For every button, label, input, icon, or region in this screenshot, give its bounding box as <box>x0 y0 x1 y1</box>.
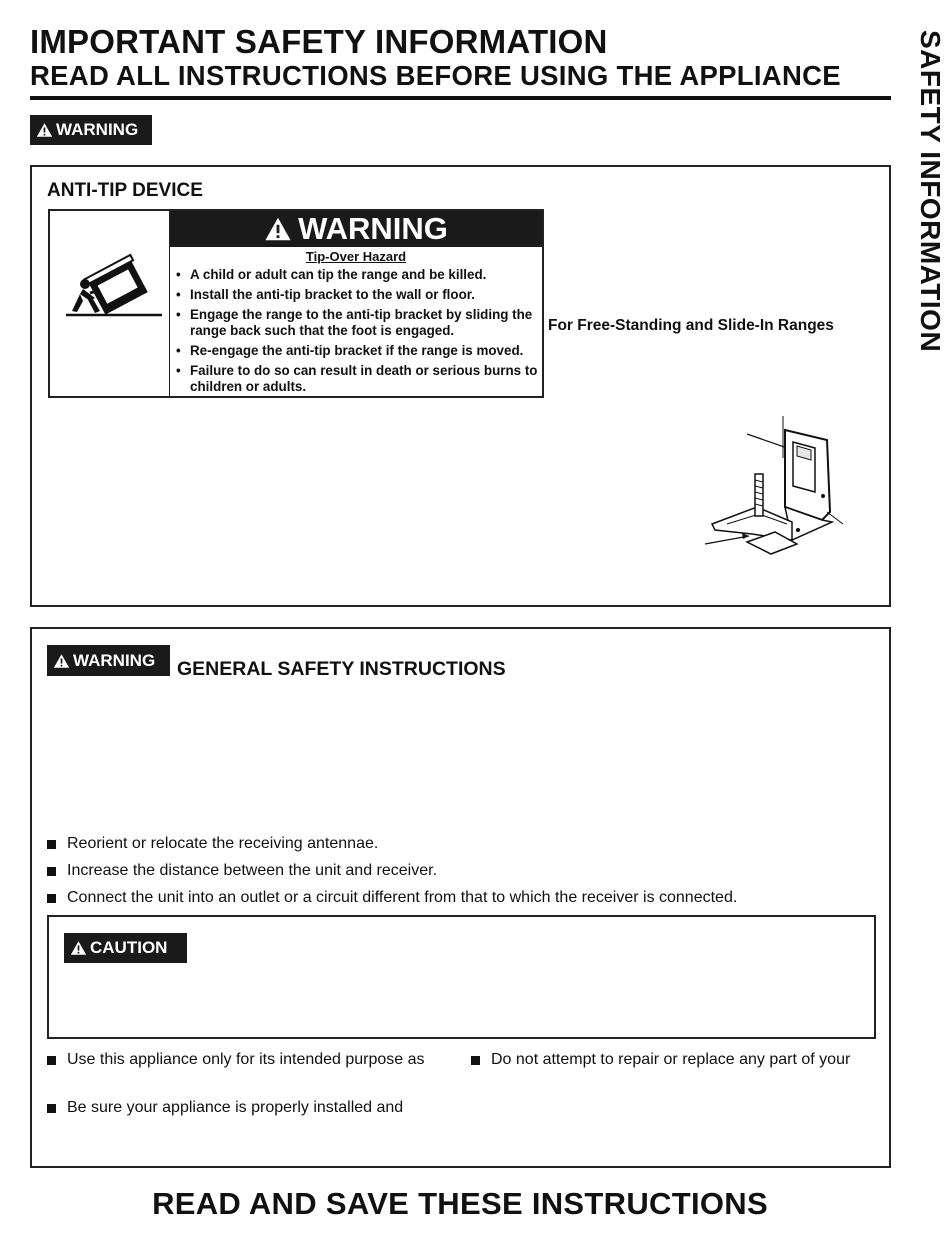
title-rule <box>30 96 891 100</box>
hazard-item: • A child or adult can tip the range and be killed. <box>176 267 546 283</box>
hazard-list <box>176 267 546 399</box>
hazard-heading-bar <box>170 211 542 247</box>
warning-triangle-icon <box>264 216 292 242</box>
anti-tip-section <box>30 165 891 607</box>
warning-triangle-icon <box>70 940 87 956</box>
list-item <box>46 1050 456 1070</box>
general-warning-label: WARNING <box>73 650 156 670</box>
general-warning-badge <box>47 645 170 676</box>
side-tab-label: SAFETY INFORMATION <box>915 30 946 353</box>
bullet-square-icon <box>47 840 56 849</box>
list-item-text: Use this appliance only for its intended purpose as <box>67 1051 425 1068</box>
range-type-label: For Free-Standing and Slide-In Ranges <box>548 317 834 334</box>
bullet-square-icon <box>471 1056 480 1065</box>
hazard-subheading: Tip-Over Hazard <box>305 249 407 264</box>
top-warning-label: WARNING <box>56 120 139 139</box>
bullet-square-icon <box>47 1056 56 1065</box>
caution-badge <box>64 933 187 963</box>
general-safety-title: GENERAL SAFETY INSTRUCTIONS <box>177 658 506 680</box>
page-subtitle: READ ALL INSTRUCTIONS BEFORE USING THE APPLIANCE <box>30 60 841 91</box>
list-item-text: Do not attempt to repair or replace any part of your <box>491 1051 851 1068</box>
hazard-pictogram-cell <box>50 211 170 396</box>
top-warning-badge <box>30 115 152 145</box>
hazard-heading: WARNING <box>298 211 448 246</box>
list-item <box>46 834 876 854</box>
footer-banner: READ AND SAVE THESE INSTRUCTIONS <box>152 1186 768 1221</box>
hazard-item: • Install the anti-tip bracket to the wall or floor. <box>176 287 546 303</box>
list-item-text: Be sure your appliance is properly installed and <box>67 1099 404 1116</box>
caution-label: CAUTION <box>90 938 168 957</box>
list-item <box>470 1050 880 1070</box>
anti-tip-bracket-illustration <box>697 412 847 562</box>
tip-over-pictogram-icon <box>50 231 168 351</box>
bullet-square-icon <box>47 1104 56 1113</box>
warning-triangle-icon <box>53 653 70 669</box>
hazard-item: • Re-engage the anti-tip bracket if the range is moved. <box>176 343 546 359</box>
hazard-item: • Failure to do so can result in death or serious burns to children or adults. <box>176 363 546 395</box>
list-item-text: Increase the distance between the unit and receiver. <box>67 862 438 879</box>
list-item <box>46 888 876 908</box>
caution-box <box>47 915 876 1039</box>
page-title: IMPORTANT SAFETY INFORMATION <box>30 23 608 60</box>
list-item <box>46 1098 456 1118</box>
list-item <box>46 861 876 881</box>
hazard-item: • Engage the range to the anti-tip bracket by sliding the range back such that the foot is engaged. <box>176 307 546 339</box>
tip-over-hazard-label <box>48 209 544 398</box>
bullet-square-icon <box>47 867 56 876</box>
bullet-square-icon <box>47 894 56 903</box>
list-item-text: Reorient or relocate the receiving antennae. <box>67 835 379 852</box>
anti-tip-title: ANTI-TIP DEVICE <box>47 180 203 201</box>
warning-triangle-icon <box>36 122 53 138</box>
list-item-text: Connect the unit into an outlet or a circuit different from that to which the receiver is connected. <box>67 889 738 906</box>
general-safety-section <box>30 627 891 1168</box>
